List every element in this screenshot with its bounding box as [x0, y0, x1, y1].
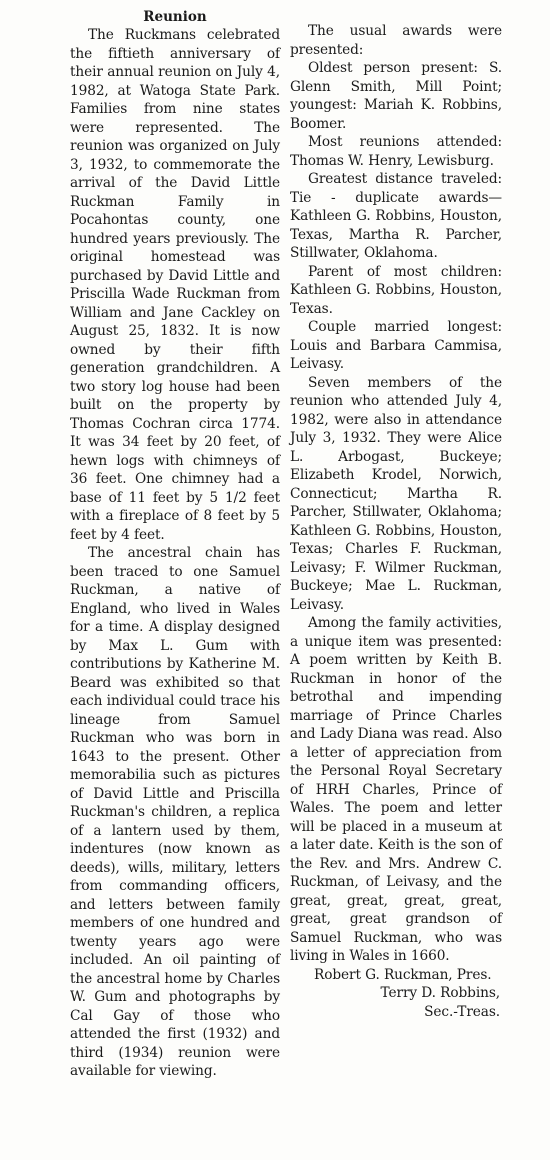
article-paragraph: Seven members of the reunion who attended July 4, 1982, were also in attendance July 3, 1932. They were Alice L. Arbogast, Buckeye; Elizabeth Krodel, Norwich, Connecticut; Martha R. Parcher, Stillwater, Oklahoma; Kathleen G. Robbins, Houston, Texas; Charles F. Ruckman, Leivasy; F. Wilmer Ruckman, Buckeye; Mae L. Ruckman, Leivasy. [290, 374, 502, 613]
article-paragraph: The usual awards were presented: [290, 23, 502, 58]
article-paragraph: Among the family activities, a unique item was presented: A poem written by Keith B. Ruckman in honor of the betrothal and impending marriage of Prince Charles and Lady Diana was read. Also a letter of appreciation from the Personal Royal Secretary of HRH Charles, Prince of Wales. The poem and letter will be placed in a museum at a later date. Keith is the son of the Rev. and Mrs. Andrew C. Ruckman, of Leivasy, and the great, great, great, great, great, great grandson of Samuel Ruckman, who was living in Wales in 1660. [290, 615, 502, 964]
right-column [290, 22, 502, 1021]
signature-secretary-title: Sec.-Treas. [424, 1003, 500, 1020]
left-column [70, 8, 280, 1081]
article-headline: Reunion [143, 9, 207, 25]
article-paragraph: Greatest distance traveled: Tie - duplicate awards— Kathleen G. Robbins, Houston, Texas, Martha R. Parcher, Stillwater, Oklahoma. [290, 171, 502, 261]
signature-secretary: Terry D. Robbins, [380, 985, 500, 1001]
article-paragraph: The Ruckmans celebrated the fiftieth anniversary of their annual reunion on July 4, 1982, at Watoga State Park. Families from nine states were represented. The reunion was organized on July 3, 1932, to commemorate the arrival of the David Little Ruckman Family in Pocahontas county, one hundred years previously. The original homestead was purchased by David Little and Priscilla Wade Ruckman from William and Jane Cackley on August 25, 1832. It is now owned by their fifth generation grandchildren. A two story log house had been built on the property by Thomas Cochran circa 1774. It was 34 feet by 20 feet, of hewn logs with chimneys of 36 feet. One chimney had a base of 11 feet by 5 1/2 feet with a fireplace of 8 feet by 5 feet by 4 feet. [70, 27, 280, 543]
article-paragraph: Oldest person present: S. Glenn Smith, Mill Point; youngest: Mariah K. Robbins, Boomer. [290, 60, 502, 132]
article-paragraph: Couple married longest: Louis and Barbara Cammisa, Leivasy. [290, 319, 502, 372]
article-paragraph: The ancestral chain has been traced to one Samuel Ruckman, a native of England, who lived in Wales for a time. A display designed by Max L. Gum with contributions by Katherine M. Beard was exhibited so that each individual could trace his lineage from Samuel Ruckman who was born in 1643 to the present. Other memorabilia such as pictures of David Little and Priscilla Ruckman's children, a replica of a lantern used by them, indentures (now known as deeds), wills, military, letters from commanding officers, and letters between family members of one hundred and twenty years ago were included. An oil painting of the ancestral home by Charles W. Gum and photographs by Cal Gay of those who attended the first (1932) and third (1934) reunion were available for viewing. [70, 545, 280, 1079]
signature-president: Robert G. Ruckman, Pres. [314, 966, 492, 983]
article-paragraph: Parent of most children: Kathleen G. Robbins, Houston, Texas. [290, 263, 502, 317]
article-paragraph: Most reunions attended: Thomas W. Henry, Lewisburg. [290, 134, 502, 169]
